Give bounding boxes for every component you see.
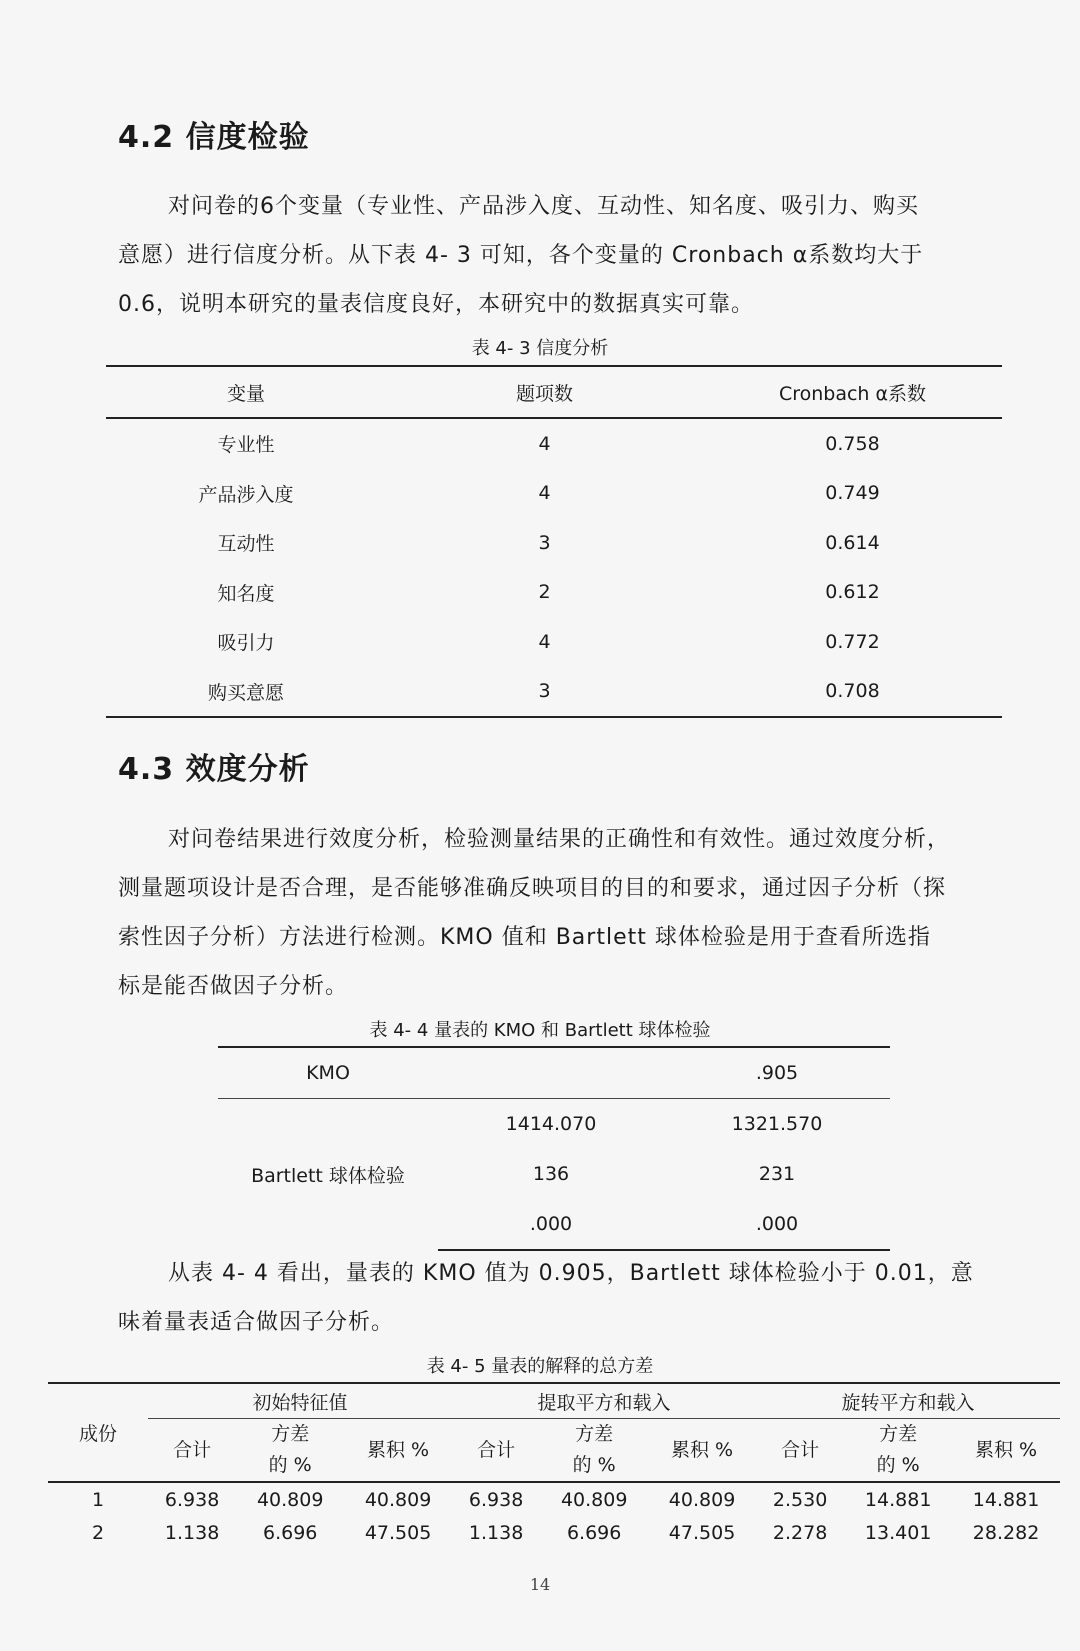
para-line: 0.6，说明本研究的量表信度良好，本研究中的数据真实可靠。 — [118, 292, 754, 317]
header-cumulative: 累积 % — [952, 1419, 1060, 1483]
table-header-row — [48, 1383, 1060, 1419]
cell-alpha: 0.612 — [825, 581, 880, 604]
cell-value: 1321.570 — [731, 1113, 823, 1135]
para-line: 对问卷结果进行效度分析，检验测量结果的正确性和有效性。通过效度分析， — [168, 827, 951, 852]
header-component: 成份 — [48, 1383, 148, 1482]
cell-value: .000 — [664, 1199, 890, 1250]
cell-value: 47.505 — [364, 1521, 432, 1544]
header-total: 合计 — [452, 1419, 540, 1483]
paragraph-validity — [118, 815, 990, 1011]
header-variance: 方差 的 % — [236, 1419, 344, 1483]
cell-value: 1.138 — [164, 1521, 220, 1544]
cell-count: 4 — [538, 432, 551, 455]
cell-value: 13.401 — [864, 1521, 932, 1544]
paragraph-kmo-result — [118, 1249, 990, 1347]
cell-alpha: 0.758 — [825, 432, 880, 455]
cell-value: 2.530 — [772, 1488, 828, 1511]
cell-variable: 产品涉入度 — [198, 483, 294, 506]
table-row — [106, 469, 1002, 519]
total-variance-table — [48, 1382, 1060, 1549]
cell-value: 6.696 — [566, 1521, 622, 1544]
header-variance: 方差 的 % — [844, 1419, 952, 1483]
cell-value: .000 — [438, 1199, 664, 1250]
table-row — [106, 418, 1002, 469]
header-total: 合计 — [148, 1419, 236, 1483]
table-caption-4-3: 表 4- 3 信度分析 — [471, 338, 609, 359]
empty-cell — [438, 1047, 664, 1099]
table-row — [106, 667, 1002, 718]
cell-count: 4 — [538, 630, 551, 653]
cell-value: 2.278 — [772, 1521, 828, 1544]
cell-value: 6.938 — [468, 1488, 524, 1511]
header-cronbach: Cronbach α系数 — [703, 366, 1002, 418]
cell-value: 6.938 — [164, 1488, 220, 1511]
table-row — [218, 1099, 890, 1150]
header-rotation: 旋转平方和载入 — [756, 1383, 1060, 1419]
cell-variable: 互动性 — [217, 533, 275, 556]
table-caption-4-4: 表 4- 4 量表的 KMO 和 Bartlett 球体检验 — [369, 1020, 711, 1041]
kmo-bartlett-table — [218, 1046, 890, 1251]
table-row — [48, 1482, 1060, 1516]
cell-value: 40.809 — [256, 1488, 324, 1511]
cell-value: 40.809 — [560, 1488, 628, 1511]
cell-value: 40.809 — [364, 1488, 432, 1511]
table-row — [106, 617, 1002, 667]
para-line: 意愿）进行信度分析。从下表 4- 3 可知，各个变量的 Cronbach α系数均大于 — [118, 243, 924, 268]
paragraph-reliability — [118, 182, 990, 329]
kmo-label: KMO — [218, 1047, 438, 1099]
cell-alpha: 0.749 — [825, 482, 880, 505]
cell-alpha: 0.708 — [703, 667, 1002, 718]
table-row — [48, 1516, 1060, 1549]
cell-variable: 购买意愿 — [106, 667, 386, 718]
table-row — [218, 1047, 890, 1099]
reliability-table — [106, 365, 1002, 718]
cell-value: 40.809 — [668, 1488, 736, 1511]
cell-value: 6.696 — [262, 1521, 318, 1544]
cell-count: 2 — [538, 581, 551, 604]
cell-alpha: 0.772 — [825, 630, 880, 653]
cell-variable: 吸引力 — [217, 632, 275, 655]
para-line: 标是能否做因子分析。 — [118, 974, 349, 999]
kmo-value: .905 — [664, 1047, 890, 1099]
header-variable: 变量 — [106, 366, 386, 418]
header-variance: 方差 的 % — [540, 1419, 648, 1483]
cell-value: 1.138 — [468, 1521, 524, 1544]
bartlett-label: Bartlett 球体检验 — [251, 1165, 405, 1187]
cell-value: 1414.070 — [505, 1113, 597, 1135]
cell-value: 14.881 — [972, 1488, 1040, 1511]
cell-value: 231 — [758, 1163, 796, 1185]
header-item-count: 题项数 — [386, 366, 703, 418]
para-line: 从表 4- 4 看出，量表的 KMO 值为 0.905，Bartlett 球体检验小于 0.01，意 — [168, 1261, 974, 1286]
cell-value: 47.505 — [668, 1521, 736, 1544]
cell-variable: 知名度 — [217, 582, 275, 605]
cell-component: 1 — [91, 1488, 105, 1511]
cell-alpha: 0.614 — [825, 531, 880, 554]
cell-value: 14.881 — [864, 1488, 932, 1511]
cell-value: 28.282 — [972, 1521, 1040, 1544]
header-cumulative: 累积 % — [648, 1419, 756, 1483]
cell-value: 136 — [532, 1163, 570, 1185]
table-header-row — [106, 366, 1002, 418]
cell-variable: 专业性 — [217, 434, 275, 457]
table-subheader-row — [48, 1419, 1060, 1483]
table-caption-4-5: 表 4- 5 量表的解释的总方差 — [426, 1356, 654, 1377]
cell-count: 4 — [538, 482, 551, 505]
header-initial-eigen: 初始特征值 — [148, 1383, 452, 1419]
section-heading-4-2: 4.2 信度检验 — [118, 120, 310, 155]
header-total: 合计 — [756, 1419, 844, 1483]
para-line: 索性因子分析）方法进行检测。KMO 值和 Bartlett 球体检验是用于查看所选指 — [118, 925, 931, 950]
cell-count: 3 — [386, 667, 703, 718]
para-line: 对问卷的6个变量（专业性、产品涉入度、互动性、知名度、吸引力、购买 — [168, 194, 919, 219]
header-cumulative: 累积 % — [344, 1419, 452, 1483]
cell-count: 3 — [538, 531, 551, 554]
section-heading-4-3: 4.3 效度分析 — [118, 752, 310, 787]
para-line: 味着量表适合做因子分析。 — [118, 1310, 395, 1335]
cell-component: 2 — [91, 1521, 105, 1544]
page-number: 14 — [529, 1575, 551, 1594]
table-row — [106, 568, 1002, 618]
header-extraction: 提取平方和载入 — [452, 1383, 756, 1419]
para-line: 测量题项设计是否合理，是否能够准确反映项目的目的和要求，通过因子分析（探 — [118, 876, 947, 901]
table-row — [106, 518, 1002, 568]
